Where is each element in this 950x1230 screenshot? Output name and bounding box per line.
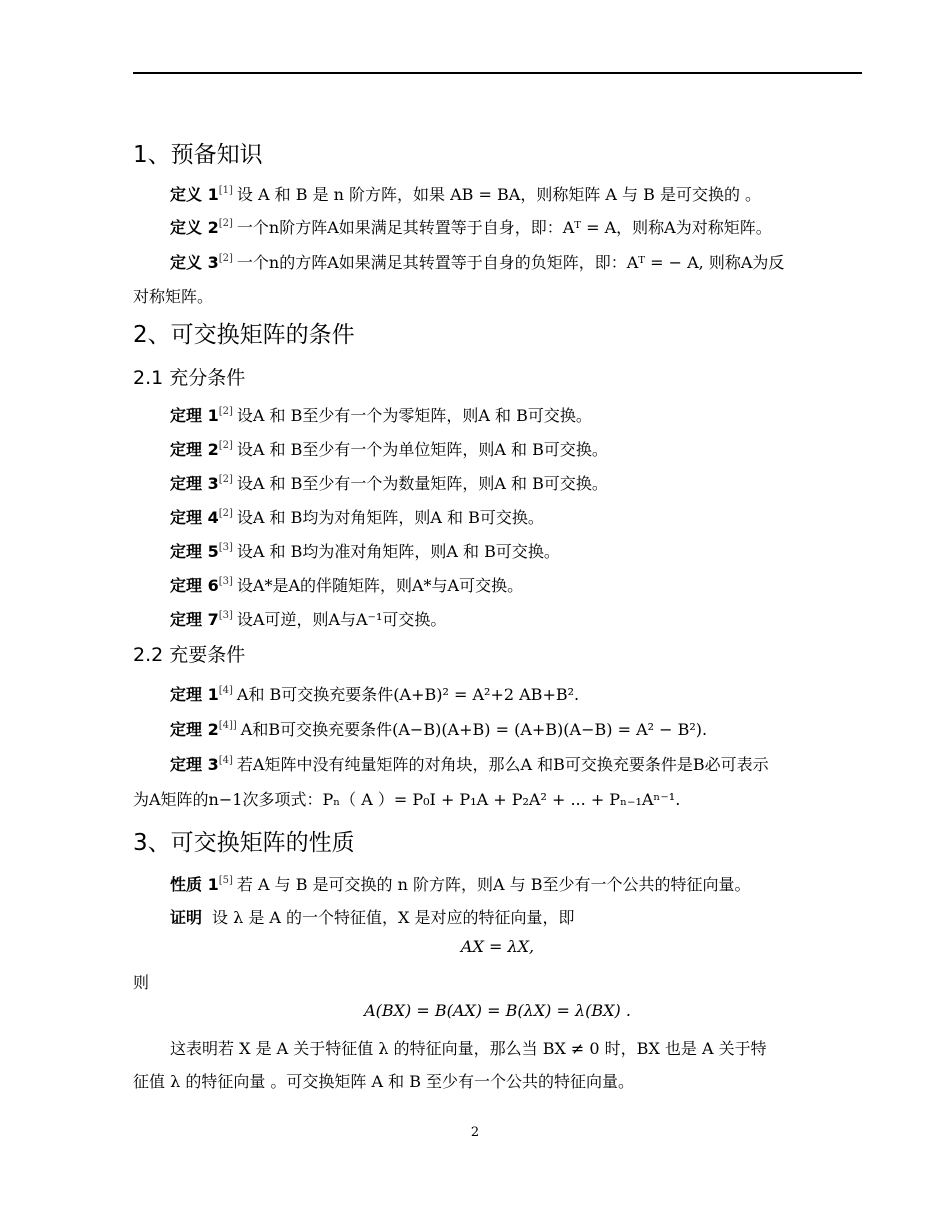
definition-2-ref: [2] [218, 218, 233, 229]
theorem-text: 若A矩阵中没有纯量矩阵的对角块，那么A 和B可交换充要条件是B必可表示 [236, 755, 769, 774]
theorem-label: 定理 1 [170, 406, 219, 425]
theorem-ref: [2] [218, 440, 233, 451]
theorem-ref: [2] [218, 474, 233, 485]
definition-3-label: 定义 3 [170, 253, 219, 272]
section-1-title: 1、预备知识 [133, 142, 263, 168]
sufficient-theorem-3 [170, 471, 608, 494]
theorem-label: 定理 4 [170, 508, 219, 527]
theorem-text: 设A 和 B至少有一个为单位矩阵，则A 和 B可交换。 [236, 440, 608, 459]
definition-2-text: 一个n阶方阵A如果满足其转置等于自身，即：Aᵀ = A，则称A为对称矩阵。 [236, 218, 772, 237]
necessary-theorem-2 [170, 717, 707, 740]
theorem-ref: [3] [218, 576, 233, 587]
theorem-ref: [4]] [218, 720, 237, 731]
theorem-text: 设A 和 B均为准对角矩阵，则A 和 B可交换。 [236, 542, 560, 561]
definition-1-text: 设 A 和 B 是 n 阶方阵，如果 AB = BA，则称矩阵 A 与 B 是可交换的 。 [236, 185, 762, 204]
sufficient-theorem-1 [170, 403, 592, 426]
definition-3 [170, 250, 784, 273]
header-rule [133, 72, 862, 74]
sufficient-theorem-2 [170, 437, 608, 460]
definition-3-ref: [2] [218, 253, 233, 264]
theorem-text: 设A可逆，则A与A⁻¹可交换。 [236, 610, 447, 629]
proof-line [170, 905, 575, 928]
subsection-2-1-title: 2.1 充分条件 [133, 367, 246, 389]
page-number: 2 [470, 1125, 480, 1140]
property-ref: [5] [218, 875, 233, 886]
theorem-ref: [2] [218, 508, 233, 519]
conclusion-line-1: 这表明若 X 是 A 关于特征值 λ 的特征向量，那么当 BX ≠ 0 时，BX 也是 A 关于特 [170, 1039, 767, 1058]
definition-1-ref: [1] [218, 185, 233, 196]
conclusion-line-2: 征值 λ 的特征向量 。可交换矩阵 A 和 B 至少有一个公共的特征向量。 [133, 1072, 635, 1091]
definition-3-text: 一个n的方阵A如果满足其转置等于自身的负矩阵，即：Aᵀ = − A, 则称A为反 [236, 253, 785, 272]
equation-commute: A(BX) = B(AX) = B(λX) = λ(BX) . [364, 1001, 631, 1020]
theorem-text: 设A 和 B均为对角矩阵，则A 和 B可交换。 [236, 508, 544, 527]
theorem-text: A和B可交换充要条件(A−B)(A+B) = (A+B)(A−B) = A² − B²). [240, 720, 708, 739]
theorem-label: 定理 3 [170, 474, 219, 493]
theorem-text: 设A*是A的伴随矩阵，则A*与A可交换。 [236, 576, 524, 595]
then-word: 则 [133, 973, 150, 992]
theorem-label: 定理 1 [170, 685, 219, 704]
definition-1-label: 定义 1 [170, 185, 219, 204]
theorem-label: 定理 5 [170, 542, 219, 561]
definition-1 [170, 182, 761, 205]
theorem-label: 定理 3 [170, 755, 219, 774]
theorem-ref: [3] [218, 542, 233, 553]
proof-label: 证明 [170, 908, 203, 927]
section-2-title: 2、可交换矩阵的条件 [133, 322, 355, 348]
necessary-theorem-1 [170, 682, 579, 705]
section-3-title: 3、可交换矩阵的性质 [133, 830, 355, 856]
definition-2 [170, 215, 772, 238]
theorem-label: 定理 2 [170, 720, 219, 739]
theorem-ref: [3] [218, 610, 233, 621]
theorem-text: A和 B可交换充要条件(A+B)² = A²+2 AB+B². [236, 685, 580, 704]
subsection-2-2-title: 2.2 充要条件 [133, 644, 246, 666]
theorem-ref: [2] [218, 406, 233, 417]
theorem-label: 定理 6 [170, 576, 219, 595]
sufficient-theorem-6 [170, 573, 523, 596]
theorem-text: 设A 和 B至少有一个为数量矩阵，则A 和 B可交换。 [236, 474, 608, 493]
sufficient-theorem-4 [170, 505, 544, 528]
theorem-ref: [4] [218, 685, 233, 696]
proof-text: 设 λ 是 A 的一个特征值，X 是对应的特征向量，即 [212, 908, 575, 927]
theorem-label: 定理 2 [170, 440, 219, 459]
sufficient-theorem-5 [170, 539, 560, 562]
equation-eigen: AX = λX, [460, 937, 535, 956]
theorem-text: 设A 和 B至少有一个为零矩阵，则A 和 B可交换。 [236, 406, 592, 425]
property-1 [170, 872, 751, 895]
property-text: 若 A 与 B 是可交换的 n 阶方阵，则A 与 B至少有一个公共的特征向量。 [236, 875, 751, 894]
necessary-theorem-3 [170, 752, 769, 775]
theorem-label: 定理 7 [170, 610, 219, 629]
theorem-ref: [4] [218, 755, 233, 766]
property-label: 性质 1 [170, 875, 219, 894]
necessary-theorem-3-continued: 为A矩阵的n−1次多项式：Pₙ（ A ）= P₀I + P₁A + P₂A² + ... + Pₙ₋₁Aⁿ⁻¹. [133, 790, 681, 809]
sufficient-theorem-7 [170, 607, 446, 630]
definition-2-label: 定义 2 [170, 218, 219, 237]
definition-3-continued: 对称矩阵。 [133, 287, 214, 306]
